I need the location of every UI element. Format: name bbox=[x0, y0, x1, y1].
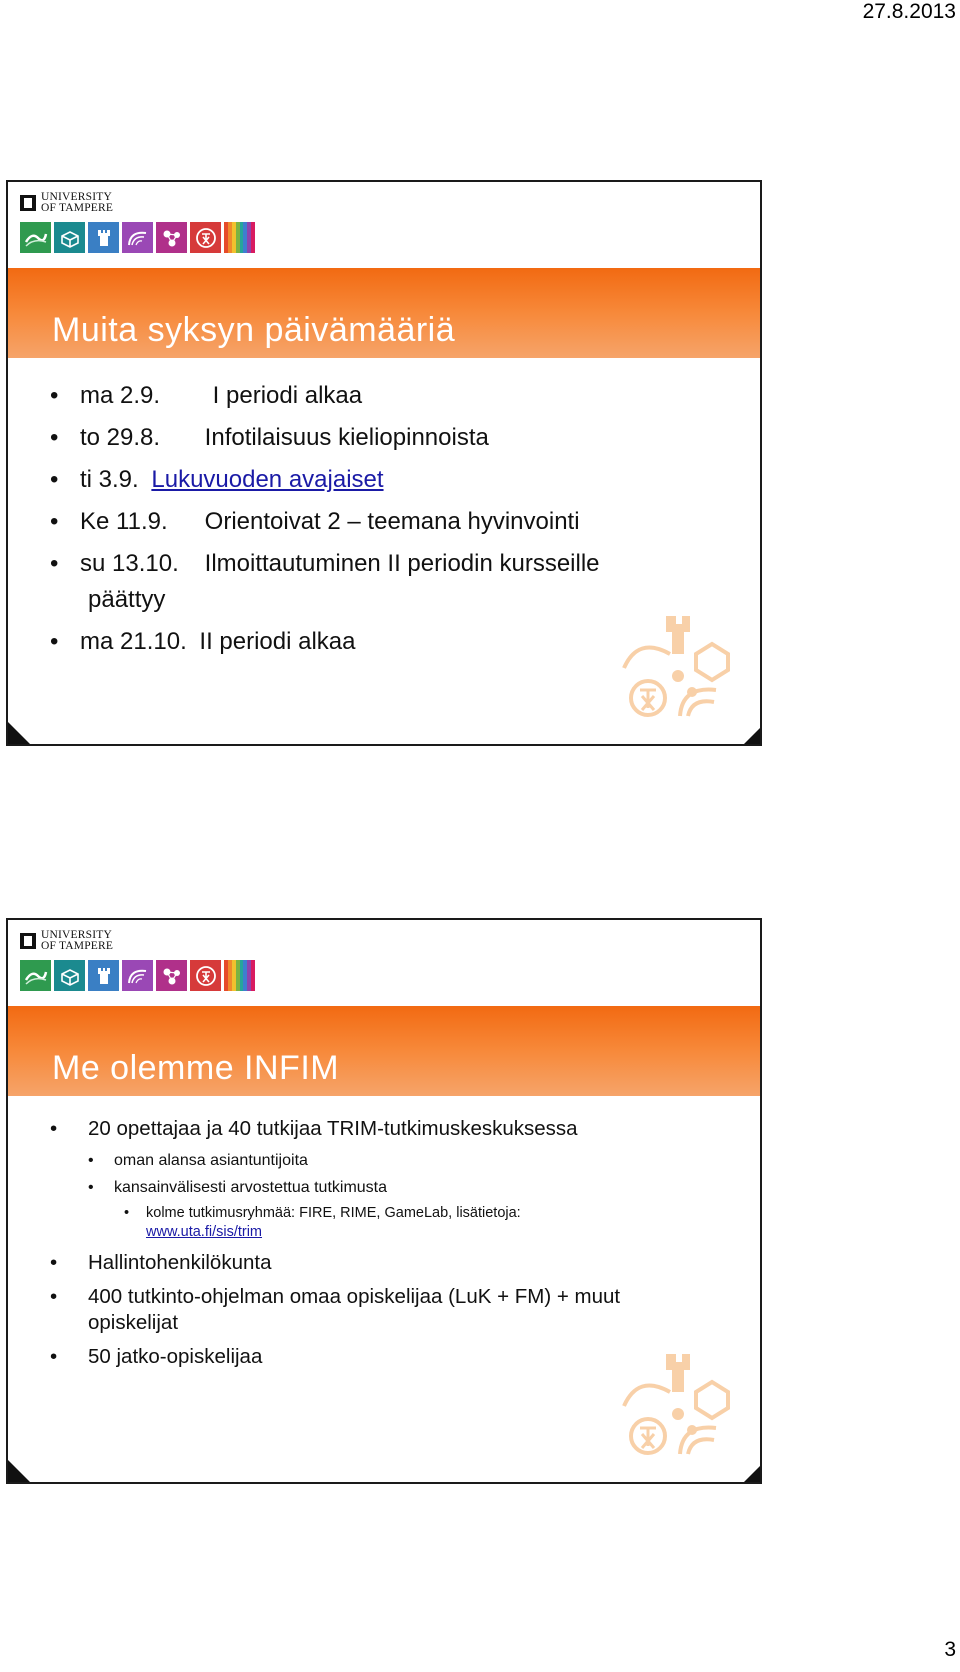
stripes-icon bbox=[224, 960, 255, 991]
list-item: • Hallintohenkilökunta bbox=[50, 1250, 700, 1276]
avajaiset-link[interactable]: Lukuvuoden avajaiset bbox=[151, 466, 384, 493]
sub-list-item: • kansainvälisesti arvostettua tutkimusta bbox=[50, 1177, 700, 1198]
item-text: Ilmoittautuminen II periodin kursseille bbox=[204, 550, 600, 577]
corner-decoration bbox=[8, 722, 30, 744]
slide-title: Muita syksyn päivämääriä bbox=[52, 311, 456, 349]
university-name-line1: UNIVERSITY bbox=[41, 929, 112, 941]
list-item bbox=[50, 550, 740, 614]
list-item bbox=[50, 424, 740, 452]
sub-list-item: • oman alansa asiantuntijoita bbox=[50, 1150, 700, 1171]
logo-block bbox=[20, 930, 255, 991]
watermark-icon bbox=[618, 1344, 738, 1462]
item-text-continued: opiskelijat bbox=[88, 1311, 179, 1334]
sub-sub-list-item bbox=[50, 1204, 700, 1242]
corner-decoration bbox=[8, 1460, 30, 1482]
university-name-line2: OF TAMPERE bbox=[41, 202, 114, 214]
tau-chi-icon bbox=[190, 222, 221, 253]
university-name-line2: OF TAMPERE bbox=[41, 940, 114, 952]
slide-2 bbox=[6, 918, 762, 1484]
cube-icon bbox=[54, 222, 85, 253]
infim-list bbox=[50, 1116, 700, 1378]
tau-chi-icon bbox=[190, 960, 221, 991]
page-date: 27.8.2013 bbox=[862, 0, 956, 23]
list-item bbox=[50, 508, 740, 536]
item-date: ma 21.10. bbox=[80, 628, 187, 655]
list-item bbox=[50, 1284, 700, 1336]
logo-block bbox=[20, 192, 255, 253]
watermark-icon bbox=[618, 606, 738, 724]
molecule-icon bbox=[156, 222, 187, 253]
university-name-line1: UNIVERSITY bbox=[41, 191, 112, 203]
item-text: I periodi alkaa bbox=[212, 382, 363, 409]
tower-icon bbox=[88, 222, 119, 253]
slide-1 bbox=[6, 180, 762, 746]
slide-title: Me olemme INFIM bbox=[52, 1049, 340, 1087]
corner-decoration bbox=[744, 728, 760, 744]
shell-icon bbox=[122, 960, 153, 991]
page-number: 3 bbox=[944, 1638, 956, 1661]
list-item bbox=[50, 382, 740, 410]
list-item: • 50 jatko-opiskelijaa bbox=[50, 1344, 700, 1370]
cube-icon bbox=[54, 960, 85, 991]
item-text: Infotilaisuus kieliopinnoista bbox=[204, 424, 489, 451]
item-text: 400 tutkinto-ohjelman omaa opiskelijaa (LuK + FM) + muut bbox=[88, 1285, 621, 1308]
item-date: su 13.10. bbox=[80, 550, 179, 577]
wave-icon bbox=[20, 960, 51, 991]
trim-link[interactable]: www.uta.fi/sis/trim bbox=[146, 1224, 263, 1240]
faculty-icon-row bbox=[20, 222, 255, 253]
university-mark-icon bbox=[20, 195, 36, 211]
research-groups-text: kolme tutkimusryhmää: FIRE, RIME, GameLab, lisätietoja: bbox=[146, 1205, 521, 1221]
item-date: ti 3.9. bbox=[80, 466, 139, 493]
wave-icon bbox=[20, 222, 51, 253]
item-text: Orientoivat 2 – teemana hyvinvointi bbox=[204, 508, 580, 535]
university-logo bbox=[20, 192, 255, 214]
tower-icon bbox=[88, 960, 119, 991]
corner-decoration bbox=[744, 1466, 760, 1482]
item-text: II periodi alkaa bbox=[199, 628, 356, 655]
university-mark-icon bbox=[20, 933, 36, 949]
stripes-icon bbox=[224, 222, 255, 253]
item-date: Ke 11.9. bbox=[80, 508, 168, 535]
item-date: to 29.8. bbox=[80, 424, 161, 451]
title-band bbox=[8, 1006, 760, 1096]
item-date: ma 2.9. bbox=[80, 382, 161, 409]
shell-icon bbox=[122, 222, 153, 253]
molecule-icon bbox=[156, 960, 187, 991]
list-item bbox=[50, 466, 740, 494]
university-logo bbox=[20, 930, 255, 952]
faculty-icon-row bbox=[20, 960, 255, 991]
item-text-continued: päättyy bbox=[88, 586, 166, 613]
title-band bbox=[8, 268, 760, 358]
list-item: • 20 opettajaa ja 40 tutkijaa TRIM-tutkimuskeskuksessa bbox=[50, 1116, 700, 1142]
